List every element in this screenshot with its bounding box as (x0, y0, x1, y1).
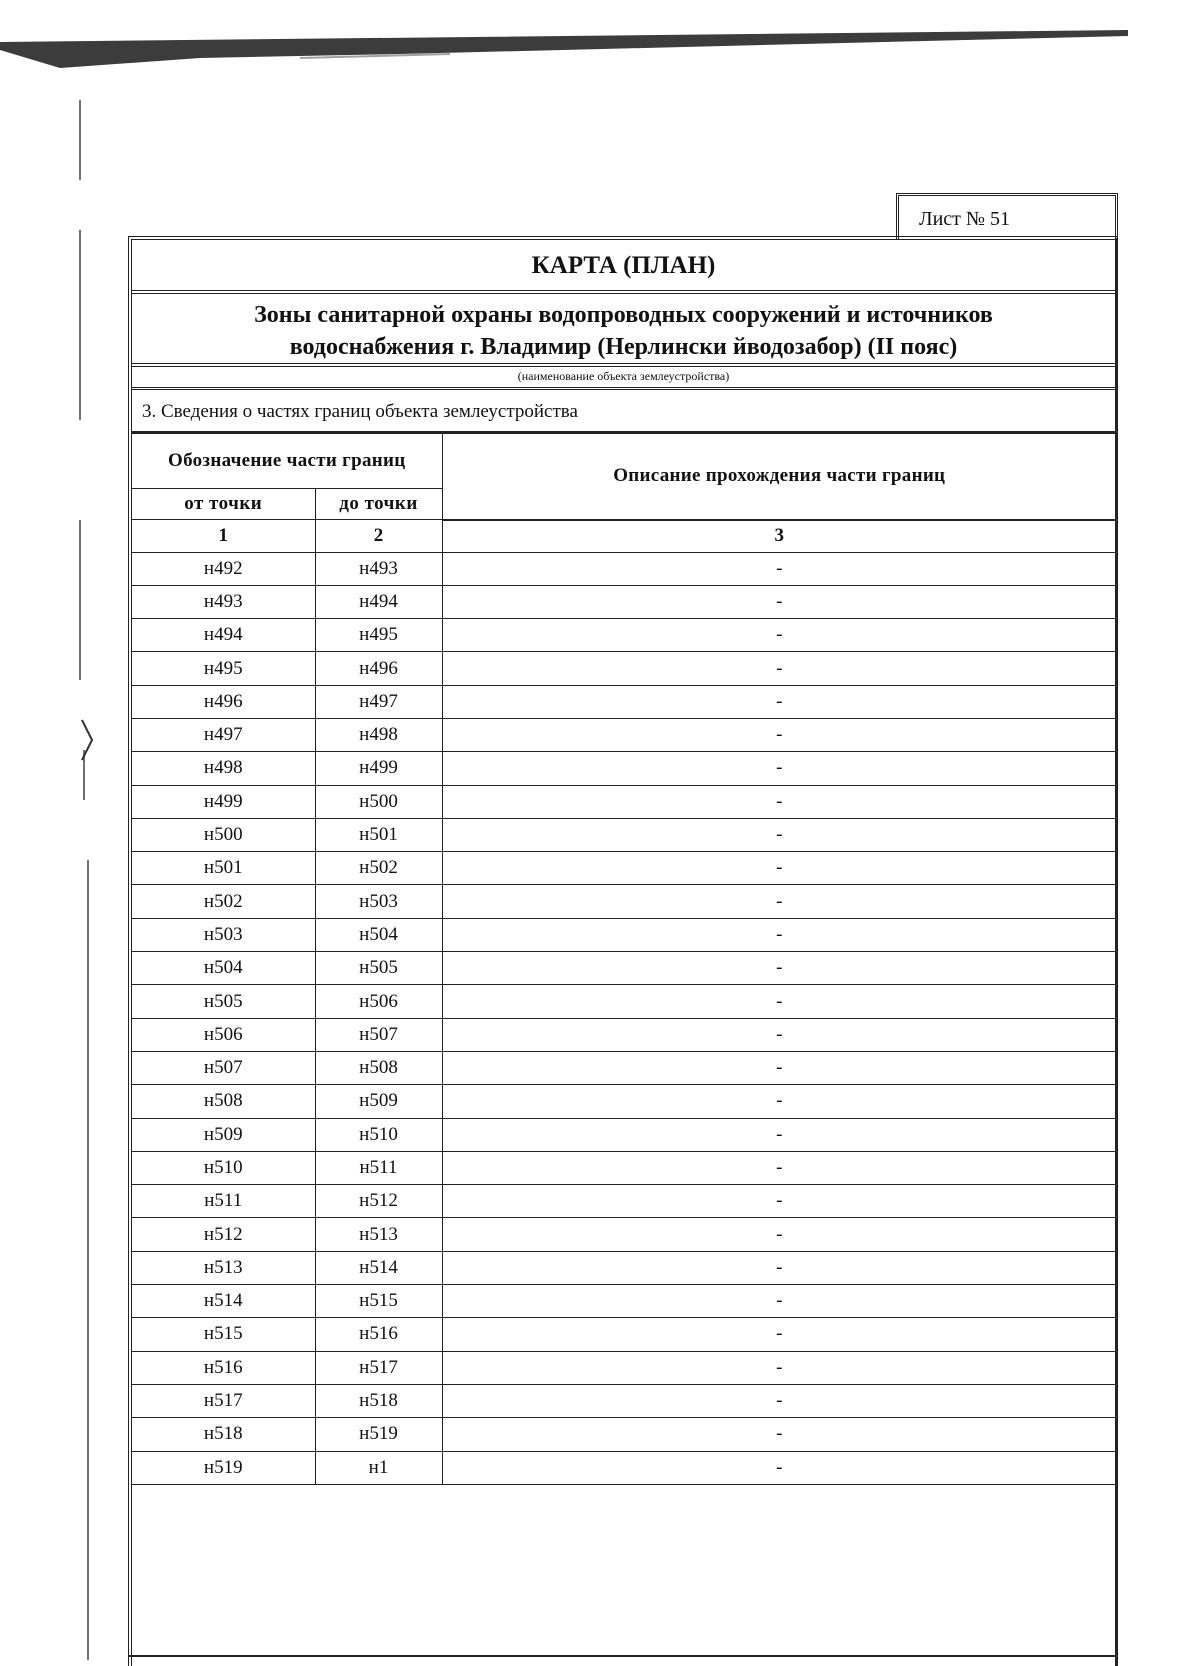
cell-to: н515 (315, 1285, 442, 1318)
table-row (132, 1218, 1116, 1251)
table-row (132, 1418, 1116, 1451)
table-row (132, 852, 1116, 885)
table-row (132, 1351, 1116, 1384)
cell-desc: - (442, 1185, 1116, 1218)
from-header: от точки (132, 489, 315, 520)
table-row (132, 685, 1116, 718)
table-row (132, 985, 1116, 1018)
cell-to: н505 (315, 952, 442, 985)
cell-from: н505 (132, 985, 315, 1018)
table-row (132, 1051, 1116, 1084)
cell-to: н503 (315, 885, 442, 918)
cell-from: н509 (132, 1118, 315, 1151)
table-row (132, 1018, 1116, 1051)
cell-desc: - (442, 1318, 1116, 1351)
table-row (132, 885, 1116, 918)
cell-to: н518 (315, 1384, 442, 1417)
cell-desc: - (442, 718, 1116, 751)
cell-to: н498 (315, 718, 442, 751)
table-row (132, 1451, 1116, 1484)
table-row (132, 752, 1116, 785)
table-row (132, 1118, 1116, 1151)
cell-desc: - (442, 1018, 1116, 1051)
cell-to: н493 (315, 552, 442, 585)
cell-from: н494 (132, 619, 315, 652)
cell-to: н506 (315, 985, 442, 1018)
scan-edge-left (60, 100, 110, 1666)
cell-from: н513 (132, 1251, 315, 1284)
cell-desc: - (442, 1085, 1116, 1118)
cell-desc: - (442, 585, 1116, 618)
cell-to: н514 (315, 1251, 442, 1284)
cell-desc: - (442, 852, 1116, 885)
cell-from: н501 (132, 852, 315, 885)
table-row (132, 818, 1116, 851)
table-row (132, 619, 1116, 652)
table-row (132, 918, 1116, 951)
table-row (132, 652, 1116, 685)
table-row (132, 718, 1116, 751)
cell-to: н495 (315, 619, 442, 652)
table-row (132, 1285, 1116, 1318)
cell-to: н501 (315, 818, 442, 851)
cell-from: н506 (132, 1018, 315, 1051)
cell-to: н496 (315, 652, 442, 685)
cell-desc: - (442, 1218, 1116, 1251)
table-row (132, 952, 1116, 985)
cell-from: н507 (132, 1051, 315, 1084)
boundary-parts-table (132, 433, 1116, 1485)
cell-desc: - (442, 1351, 1116, 1384)
object-name (132, 294, 1115, 367)
cell-desc: - (442, 818, 1116, 851)
cell-desc: - (442, 885, 1116, 918)
cell-from: н504 (132, 952, 315, 985)
document-title: КАРТА (ПЛАН) (132, 240, 1115, 294)
cell-desc: - (442, 1251, 1116, 1284)
table-body (132, 552, 1116, 1484)
cell-desc: - (442, 985, 1116, 1018)
cell-to: н507 (315, 1018, 442, 1051)
object-name-line2: водоснабжения г. Владимир (Нерлински йводозабор) (II пояс) (289, 334, 958, 360)
cell-from: н512 (132, 1218, 315, 1251)
cell-from: н499 (132, 785, 315, 818)
cell-desc: - (442, 652, 1116, 685)
cell-to: н509 (315, 1085, 442, 1118)
column-number: 3 (442, 520, 1116, 553)
cell-to: н500 (315, 785, 442, 818)
cell-to: н499 (315, 752, 442, 785)
cell-to: н502 (315, 852, 442, 885)
cell-from: н508 (132, 1085, 315, 1118)
form-bottom-border (128, 1655, 1118, 1660)
cell-desc: - (442, 1118, 1116, 1151)
cell-to: н494 (315, 585, 442, 618)
group-header: Обозначение части границ (132, 434, 442, 489)
table-row (132, 1318, 1116, 1351)
cell-from: н516 (132, 1351, 315, 1384)
cell-to: н517 (315, 1351, 442, 1384)
object-name-line1: Зоны санитарной охраны водопроводных сооружений и источников (254, 302, 993, 328)
cell-from: н496 (132, 685, 315, 718)
cell-to: н513 (315, 1218, 442, 1251)
cell-from: н500 (132, 818, 315, 851)
object-name-caption: (наименование объекта землеустройства) (132, 367, 1115, 390)
table-row (132, 1384, 1116, 1417)
cell-desc: - (442, 1051, 1116, 1084)
cell-to: н519 (315, 1418, 442, 1451)
cell-from: н495 (132, 652, 315, 685)
cell-from: н492 (132, 552, 315, 585)
cell-to: н512 (315, 1185, 442, 1218)
cell-from: н498 (132, 752, 315, 785)
scan-edge-top (0, 28, 1128, 68)
cell-from: н514 (132, 1285, 315, 1318)
sheet-number: Лист № 51 (896, 193, 1118, 239)
cell-desc: - (442, 785, 1116, 818)
cell-desc: - (442, 685, 1116, 718)
cell-desc: - (442, 1151, 1116, 1184)
cell-desc: - (442, 952, 1116, 985)
cell-from: н493 (132, 585, 315, 618)
cell-to: н508 (315, 1051, 442, 1084)
cell-desc: - (442, 1384, 1116, 1417)
cell-desc: - (442, 918, 1116, 951)
cell-to: н504 (315, 918, 442, 951)
table-row (132, 1085, 1116, 1118)
cell-desc: - (442, 1451, 1116, 1484)
column-number: 2 (315, 520, 442, 553)
cell-to: н497 (315, 685, 442, 718)
cell-to: н516 (315, 1318, 442, 1351)
cell-desc: - (442, 1285, 1116, 1318)
section-title: 3. Сведения о частях границ объекта землеустройства (132, 390, 1115, 433)
table-row (132, 785, 1116, 818)
cell-desc: - (442, 1418, 1116, 1451)
table-row (132, 552, 1116, 585)
cell-to: н510 (315, 1118, 442, 1151)
column-number: 1 (132, 520, 315, 553)
cell-from: н503 (132, 918, 315, 951)
cell-to: н511 (315, 1151, 442, 1184)
cell-from: н510 (132, 1151, 315, 1184)
cell-to: н1 (315, 1451, 442, 1484)
description-header: Описание прохождения части границ (442, 434, 1116, 520)
cell-desc: - (442, 619, 1116, 652)
cell-desc: - (442, 752, 1116, 785)
table-row (132, 1151, 1116, 1184)
cell-from: н519 (132, 1451, 315, 1484)
cell-from: н518 (132, 1418, 315, 1451)
document-form (128, 236, 1118, 1666)
table-row (132, 1251, 1116, 1284)
cell-from: н502 (132, 885, 315, 918)
cell-desc: - (442, 552, 1116, 585)
table-row (132, 585, 1116, 618)
table-row (132, 1185, 1116, 1218)
to-header: до точки (315, 489, 442, 520)
cell-from: н511 (132, 1185, 315, 1218)
cell-from: н515 (132, 1318, 315, 1351)
cell-from: н497 (132, 718, 315, 751)
cell-from: н517 (132, 1384, 315, 1417)
